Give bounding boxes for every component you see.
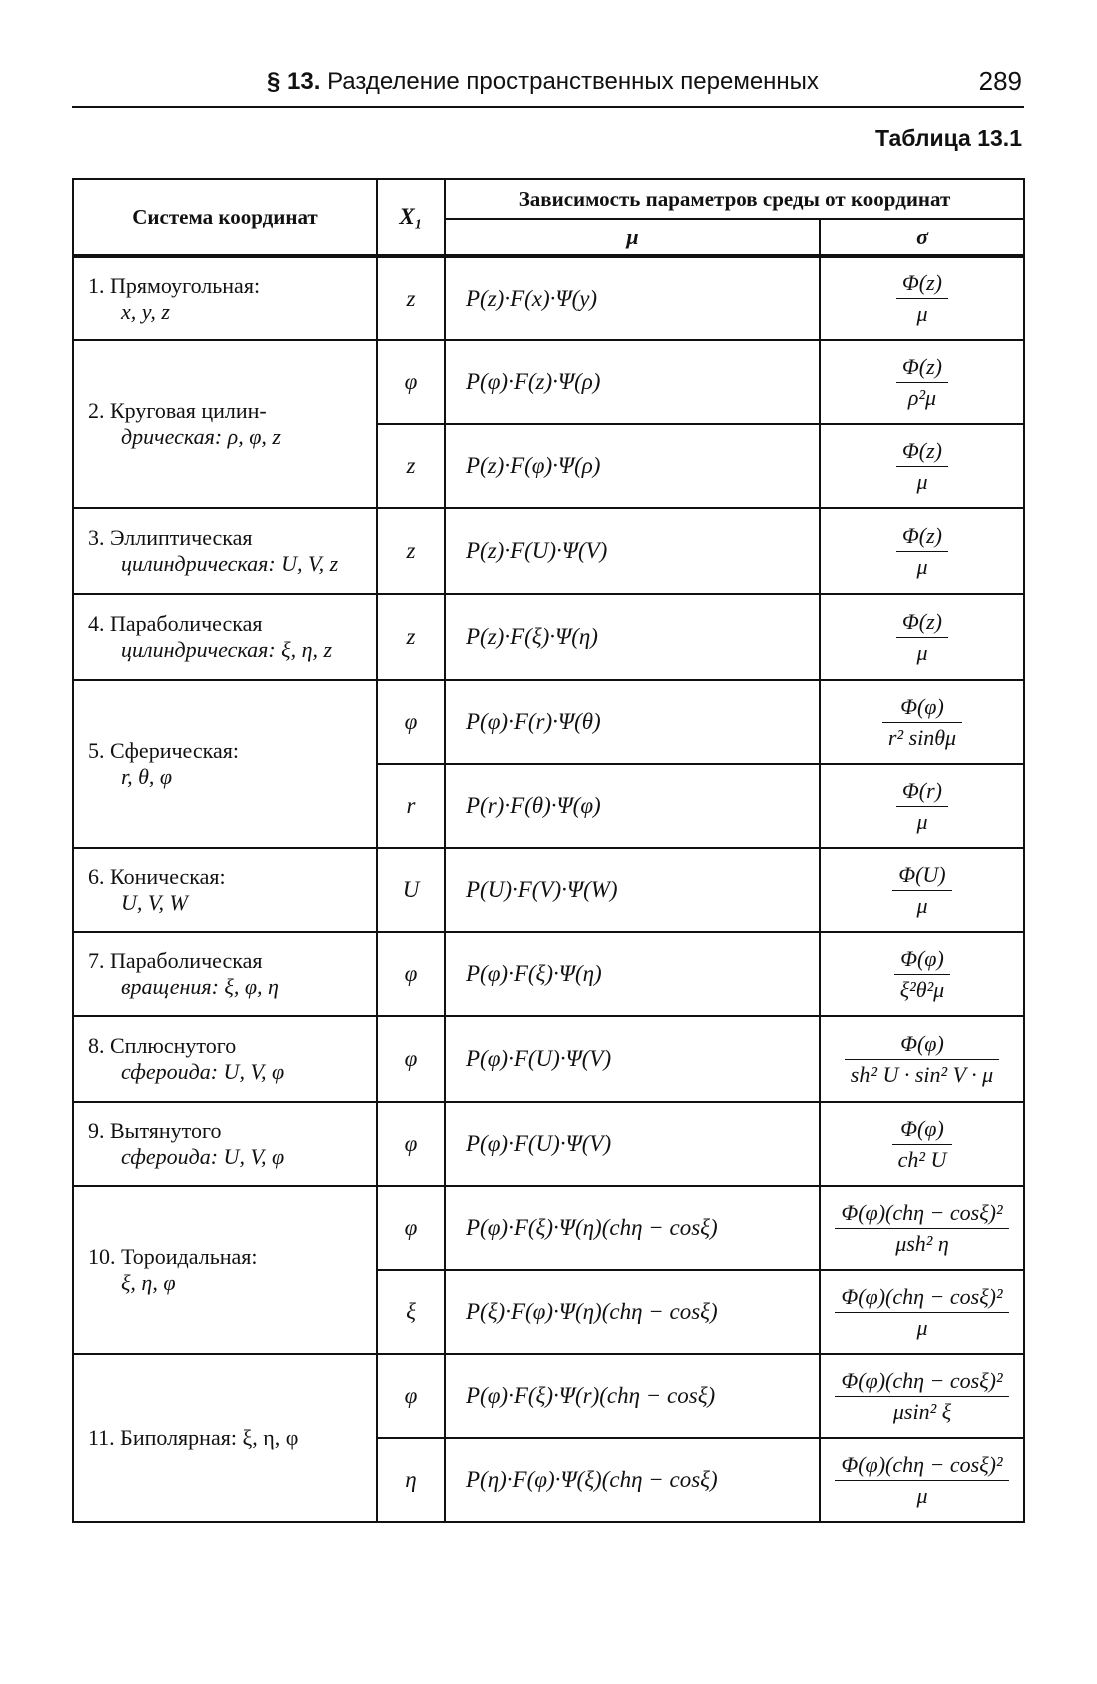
sigma-denominator: μsin² ξ	[892, 1398, 952, 1424]
system-name: 10. Тороидальная:	[88, 1244, 258, 1269]
sigma-denominator: μ	[916, 639, 928, 665]
cell-x1: φ	[377, 932, 445, 1016]
table-row	[73, 256, 1024, 340]
header-sigma: σ	[820, 219, 1024, 256]
cell-mu: P(φ)·F(r)·Ψ(θ)	[445, 680, 820, 764]
sigma-numerator: Φ(U)	[892, 862, 951, 891]
sigma-numerator: Φ(z)	[896, 270, 948, 299]
sigma-denominator: ch² U	[897, 1146, 947, 1172]
sigma-fraction	[896, 354, 948, 411]
cell-sigma	[820, 424, 1024, 508]
sigma-fraction	[845, 1031, 999, 1088]
system-coordinates: дрическая: ρ, φ, z	[121, 424, 281, 449]
table-row	[73, 594, 1024, 680]
cell-x1: U	[377, 848, 445, 932]
cell-mu: P(φ)·F(U)·Ψ(V)	[445, 1016, 820, 1102]
system-name: 2. Круговая цилин-	[88, 398, 267, 423]
system-name: 6. Коническая:	[88, 864, 226, 889]
system-name: 4. Параболическая	[88, 611, 263, 636]
sigma-numerator: Φ(φ)	[845, 1031, 999, 1060]
header-x1: X₁	[377, 179, 445, 256]
sigma-denominator: μ	[916, 553, 928, 579]
system-name: 1. Прямоугольная:	[88, 272, 261, 298]
sigma-fraction	[892, 1116, 953, 1173]
system-name: 3. Эллиптическая	[88, 525, 253, 550]
cell-x1: η	[377, 1438, 445, 1522]
system-name: 9. Вытянутого	[88, 1118, 222, 1143]
cell-mu: P(φ)·F(ξ)·Ψ(η)	[445, 932, 820, 1016]
cell-system	[73, 594, 377, 680]
table-row	[73, 680, 1024, 764]
sigma-fraction	[896, 523, 948, 580]
cell-x1: z	[377, 508, 445, 594]
cell-sigma	[820, 680, 1024, 764]
cell-mu: P(ξ)·F(φ)·Ψ(η)(chη − cosξ)	[445, 1270, 820, 1354]
cell-mu: P(z)·F(ξ)·Ψ(η)	[445, 594, 820, 680]
table-row	[73, 340, 1024, 424]
cell-sigma	[820, 932, 1024, 1016]
sigma-fraction	[892, 862, 951, 919]
cell-system	[73, 1016, 377, 1102]
cell-system	[73, 508, 377, 594]
cell-sigma	[820, 1270, 1024, 1354]
system-coordinates: вращения: ξ, φ, η	[121, 974, 279, 999]
sigma-numerator: Φ(z)	[896, 354, 948, 383]
sigma-denominator: μsh² η	[895, 1230, 949, 1256]
sigma-denominator: ρ²μ	[907, 384, 937, 410]
sigma-fraction	[835, 1368, 1008, 1425]
sigma-numerator: Φ(φ)	[892, 1116, 953, 1145]
system-name: 5. Сферическая:	[88, 738, 239, 763]
system-name: 7. Параболическая	[88, 948, 263, 973]
sigma-numerator: Φ(φ)(chη − cosξ)²	[835, 1368, 1008, 1397]
sigma-denominator: r² sinθμ	[887, 724, 957, 750]
cell-x1: φ	[377, 1354, 445, 1438]
table-row	[73, 1186, 1024, 1270]
sigma-numerator: Φ(z)	[896, 609, 948, 638]
cell-x1: z	[377, 424, 445, 508]
cell-system	[73, 932, 377, 1016]
sigma-denominator: μ	[916, 468, 928, 494]
cell-system	[73, 256, 377, 340]
header-group: Зависимость параметров среды от координат	[445, 179, 1024, 219]
table-row	[73, 508, 1024, 594]
cell-sigma	[820, 1102, 1024, 1186]
sigma-fraction	[835, 1200, 1008, 1257]
system-name: 8. Сплюснутого	[88, 1033, 237, 1058]
sigma-fraction	[835, 1452, 1008, 1509]
cell-system	[73, 1102, 377, 1186]
sigma-numerator: Φ(φ)(chη − cosξ)²	[835, 1284, 1008, 1313]
cell-x1: φ	[377, 1102, 445, 1186]
cell-x1: r	[377, 764, 445, 848]
sigma-denominator: μ	[916, 892, 928, 918]
sigma-numerator: Φ(φ)(chη − cosξ)²	[835, 1200, 1008, 1229]
sigma-numerator: Φ(r)	[896, 778, 948, 807]
system-coordinates: U, V, W	[121, 890, 188, 915]
system-name: 11. Биполярная: ξ, η, φ	[88, 1425, 299, 1450]
system-coordinates: x, y, z	[121, 298, 170, 324]
cell-mu: P(φ)·F(ξ)·Ψ(η)(chη − cosξ)	[445, 1186, 820, 1270]
cell-x1: φ	[377, 1186, 445, 1270]
cell-sigma	[820, 848, 1024, 932]
table-body	[73, 256, 1024, 1522]
system-coordinates: сфероида: U, V, φ	[121, 1059, 285, 1084]
sigma-numerator: Φ(φ)(chη − cosξ)²	[835, 1452, 1008, 1481]
cell-mu: P(φ)·F(U)·Ψ(V)	[445, 1102, 820, 1186]
sigma-denominator: sh² U · sin² V · μ	[850, 1061, 994, 1087]
sigma-numerator: Φ(z)	[896, 438, 948, 467]
sigma-fraction	[894, 946, 950, 1003]
table-row	[73, 1102, 1024, 1186]
cell-sigma	[820, 1186, 1024, 1270]
cell-sigma	[820, 340, 1024, 424]
cell-sigma	[820, 764, 1024, 848]
sigma-denominator: μ	[916, 1314, 928, 1340]
sigma-fraction	[896, 270, 948, 327]
cell-mu: P(z)·F(U)·Ψ(V)	[445, 508, 820, 594]
sigma-fraction	[896, 438, 948, 495]
sigma-fraction	[896, 778, 948, 835]
cell-system	[73, 1186, 377, 1354]
cell-mu: P(z)·F(x)·Ψ(y)	[445, 256, 820, 340]
cell-sigma	[820, 594, 1024, 680]
section-title-text: Разделение пространственных переменных	[327, 68, 819, 95]
cell-sigma	[820, 1354, 1024, 1438]
cell-mu: P(φ)·F(z)·Ψ(ρ)	[445, 340, 820, 424]
cell-x1: ξ	[377, 1270, 445, 1354]
page-number: 289	[978, 66, 1022, 96]
sigma-denominator: μ	[916, 301, 928, 326]
system-coordinates: r, θ, φ	[121, 764, 173, 789]
cell-system	[73, 680, 377, 848]
sigma-fraction	[882, 694, 962, 751]
table-caption: Таблица 13.1	[874, 125, 1022, 151]
system-coordinates: сфероида: U, V, φ	[121, 1144, 285, 1169]
coordinate-systems-table	[72, 178, 1025, 1523]
cell-sigma	[820, 1016, 1024, 1102]
sigma-fraction	[835, 1284, 1008, 1341]
header-system: Система координат	[73, 179, 377, 256]
sigma-fraction	[896, 609, 948, 666]
running-header	[72, 62, 1024, 108]
section-mark: § 13.	[267, 68, 321, 95]
cell-mu: P(r)·F(θ)·Ψ(φ)	[445, 764, 820, 848]
cell-sigma	[820, 508, 1024, 594]
system-coordinates: цилиндрическая: ξ, η, z	[121, 637, 333, 662]
cell-x1: z	[377, 594, 445, 680]
sigma-numerator: Φ(z)	[896, 523, 948, 552]
table-row	[73, 1016, 1024, 1102]
cell-x1: z	[377, 256, 445, 340]
cell-mu: P(φ)·F(ξ)·Ψ(r)(chη − cosξ)	[445, 1354, 820, 1438]
cell-sigma	[820, 256, 1024, 340]
cell-sigma	[820, 1438, 1024, 1522]
sigma-denominator: μ	[916, 1482, 928, 1508]
table-row	[73, 848, 1024, 932]
system-coordinates: ξ, η, φ	[121, 1270, 176, 1295]
sigma-numerator: Φ(φ)	[882, 694, 962, 723]
table-row	[73, 932, 1024, 1016]
table-row	[73, 1354, 1024, 1438]
cell-system	[73, 340, 377, 508]
sigma-denominator: ξ²θ²μ	[899, 976, 945, 1002]
system-coordinates: цилиндрическая: U, V, z	[121, 551, 339, 576]
header-mu: μ	[445, 219, 820, 256]
cell-mu: P(η)·F(φ)·Ψ(ξ)(chη − cosξ)	[445, 1438, 820, 1522]
sigma-numerator: Φ(φ)	[894, 946, 950, 975]
cell-x1: φ	[377, 680, 445, 764]
cell-x1: φ	[377, 1016, 445, 1102]
cell-mu: P(z)·F(φ)·Ψ(ρ)	[445, 424, 820, 508]
cell-system	[73, 1354, 377, 1522]
cell-x1: φ	[377, 340, 445, 424]
sigma-denominator: μ	[916, 808, 928, 834]
cell-mu: P(U)·F(V)·Ψ(W)	[445, 848, 820, 932]
section-title	[267, 68, 819, 96]
cell-system	[73, 848, 377, 932]
